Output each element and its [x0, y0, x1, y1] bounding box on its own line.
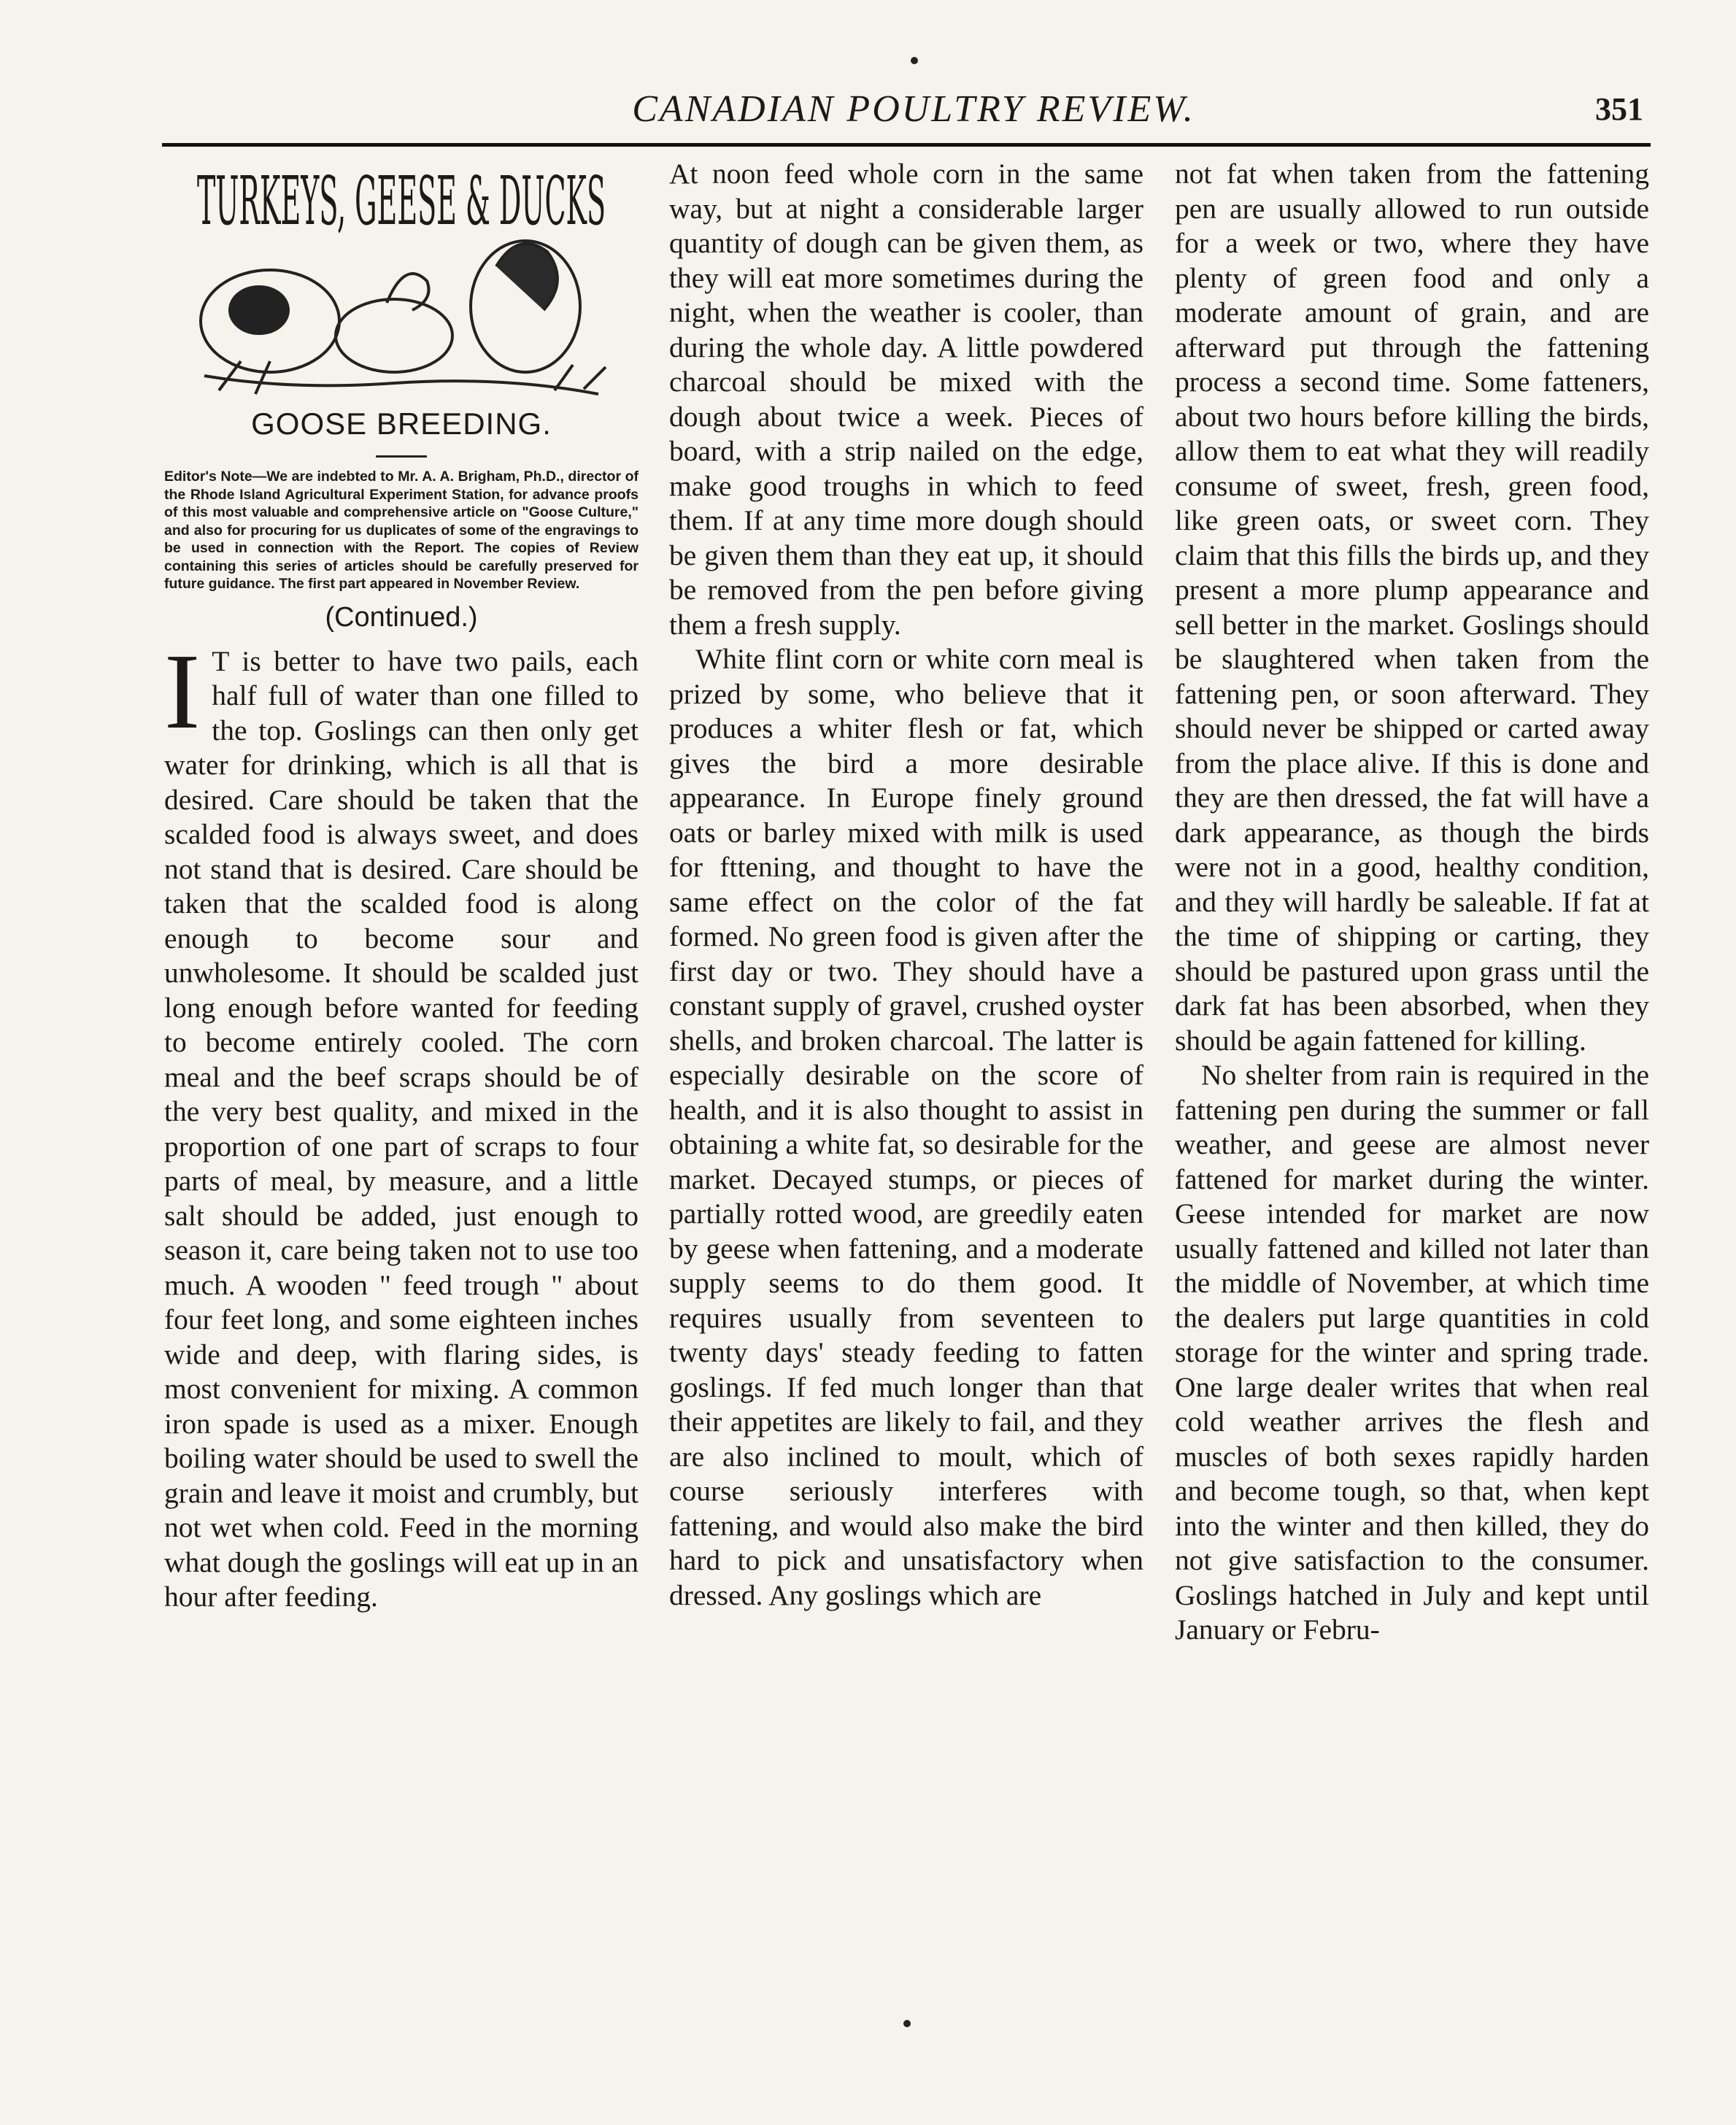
header-rule [162, 143, 1651, 147]
poultry-vignette-illustration [175, 157, 628, 401]
running-title: CANADIAN POULTRY REVIEW. [632, 88, 1195, 130]
column-3-paragraph-2: No shelter from rain is required in the fattening pen during the summer or fall weather, and geese are almost never fattened for market during the winter. Geese intended for market are now usually fattened and killed not later than the middle of November, at which time the dealers put large quantities in cold storage for the winter and spring trade. One large dealer writes that when real cold weather arrives the flesh and muscles of both sexes rapidly harden and become tough, so that, when kept into the winter and then killed, they do not give satisfaction to the consumer. Goslings hatched in July and kept until January or Febru- [1175, 1059, 1649, 1646]
column-1 [164, 157, 639, 1615]
heading-divider [376, 455, 427, 458]
editor-note: Editor's Note—We are indebted to Mr. A. A. Brigham, Ph.D., director of the Rhode Island Agricultural Experiment Station, for advance proofs of this most valuable and comprehensive article on "Goose Culture," and also for procuring for us duplicates of some of the engravings to be used in connection with the Report. The copies of Review containing this series of articles should be carefully preserved for future guidance. The first part appeared in November Review. [164, 468, 639, 592]
column-1-paragraph [164, 631, 639, 1615]
column-1-text: T is better to have two pails, each half full of water than one filled to the top. Goslings can then only get water for drinking, which is all that is desired. Care should be taken that the scalded food is always sweet, and does not stand that is desired. Care should be taken that the scalded food is along enough to become sour and unwholesome. It should be scalded just long enough before wanted for feeding to become entirely cooled. The corn meal and the beef scraps should be of the very best quality, and mixed in the proportion of one part of scraps to four parts of meal, by measure, and a little salt should be added, just enough to season it, care being taken not to use too much. A wooden " feed trough " about four feet long, and some eighteen inches wide and deep, with flaring sides, is most convenient for mixing. A common iron spade is used as a mixer. Enough boiling water should be used to swell the grain and leave it moist and crumbly, but not wet when cold. Feed in the morning what dough the goslings will eat up in an hour after feeding. [164, 644, 639, 1613]
article-heading: GOOSE BREEDING. [251, 406, 552, 441]
continued-label: (Continued.) [325, 601, 478, 633]
column-3 [1175, 157, 1649, 1648]
print-speck-top [911, 57, 918, 64]
column-3-paragraph-1: not fat when taken from the fattening pen are usually allowed to run outside for a week or two, where they have plenty of green food and only a moderate amount of grain, and are afterward put through the fattening process a second time. Some fatteners, about two hours before killing the birds, allow them to eat what they will readily consume of sweet, fresh, green food, like green oats, or sweet corn. They claim that this fills the birds up, and they present a more plump appearance and sell better in the market. Goslings should be slaughtered when taken from the fattening pen, or soon afterward. They should never be shipped or carted away from the place alive. If this is done and they are then dressed, the fat will have a dark appearance, as though the birds were not in a good, healthy condition, and they will hardly be saleable. If fat at the time of shipping or carting, they should be pastured upon grass until the dark fat has been absorbed, when they should be again fattened for killing. [1175, 158, 1649, 1057]
page-header [162, 80, 1643, 139]
page-number: 351 [1595, 91, 1643, 127]
column-2-paragraph-2: White flint corn or white corn meal is prized by some, who believe that it produces a whiter flesh or fat, which gives the bird a more desirable appearance. In Europe finely ground oats or barley mixed with milk is used for fttening, and thought to have the same effect on the color of the fat formed. No green food is given after the first day or two. They should have a constant supply of gravel, crushed oyster shells, and broken charcoal. The latter is especially desirable on the score of health, and it is also thought to assist in obtaining a white fat, so desirable for the market. Decayed stumps, or pieces of partially rotted wood, are greedily eaten by geese when fattening, and a moderate supply seems to do them good. It requires usually from seventeen to twenty days' steady feeding to fatten goslings. If fed much longer than that their appetites are likely to fail, and they are also inclined to moult, which of course seriously interferes with fattening, and would also make the bird hard to pick and unsatisfactory when dressed. Any goslings which are [669, 643, 1143, 1611]
drop-cap: I [164, 631, 201, 752]
print-speck-bottom [903, 2020, 911, 2027]
column-2-paragraph-1: At noon feed whole corn in the same way, but at night a considerable larger quantity of dough can be given them, as they will eat more sometimes during the night, when the weather is cooler, than during the whole day. A little powdered charcoal should be mixed with the dough about twice a week. Pieces of board, with a strip nailed on the edge, make good troughs in which to feed them. If at any time more dough should be given them than they eat up, it should be removed from the pen before giving them a fresh supply. [669, 158, 1143, 641]
vignette-title: TURKEYS, GEESE & DUCKS [197, 162, 606, 240]
column-2 [669, 157, 1143, 1613]
